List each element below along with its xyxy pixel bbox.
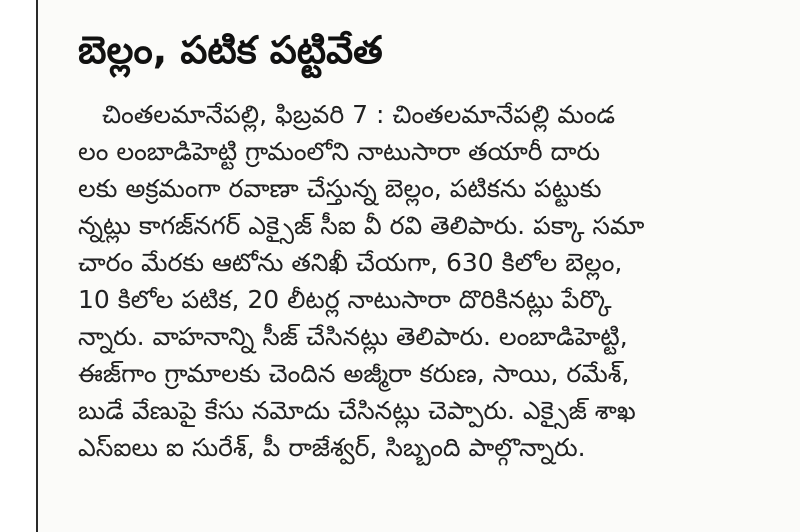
article-line: చారం మేరకు ఆటోను తనిఖీ చేయగా, 630 కిలోల బెల్లం, bbox=[78, 248, 623, 277]
article-line: లకు అక్రమంగా రవాణా చేస్తున్న బెల్లం, పటికను పట్టుకు bbox=[78, 174, 602, 203]
article-line: న్నారు. వాహనాన్ని సీజ్ చేసినట్లు తెలిపారు. లంబాడిహెట్టి, bbox=[78, 322, 628, 351]
article-line: బుడే వేణుపై కేసు నమోదు చేసినట్లు చెప్పారు. ఎక్సైజ్ శాఖ bbox=[78, 396, 636, 425]
article-line: న్నట్లు కాగజ్‌నగర్ ఎక్సైజ్ సీఐ వీ రవి తెలిపారు. పక్కా సమా bbox=[78, 211, 645, 240]
article-line: ఎస్ఐలు ఐ సురేశ్, పీ రాజేశ్వర్, సిబ్బంది పాల్గొన్నారు. bbox=[78, 433, 586, 462]
article-line: లం లంబాడిహెట్టి గ్రామంలోని నాటుసారా తయారీ దారు bbox=[78, 137, 601, 166]
article-line: ఈజ్‌గాం గ్రామాలకు చెందిన అజ్మీరా కరుణ, సాయి, రమేశ్, bbox=[78, 359, 630, 388]
column-divider bbox=[36, 0, 38, 532]
article-headline: బెల్లం, పటిక పట్టివేత bbox=[78, 28, 383, 72]
article-body bbox=[78, 96, 718, 466]
article-line: 10 కిలోల పటిక, 20 లీటర్ల నాటుసారా దొరికినట్లు పేర్కొ bbox=[78, 285, 612, 314]
article-line: చింతలమానేపల్లి, ఫిబ్రవరి 7 : చింతలమానేపల్లి మండ bbox=[102, 100, 616, 129]
